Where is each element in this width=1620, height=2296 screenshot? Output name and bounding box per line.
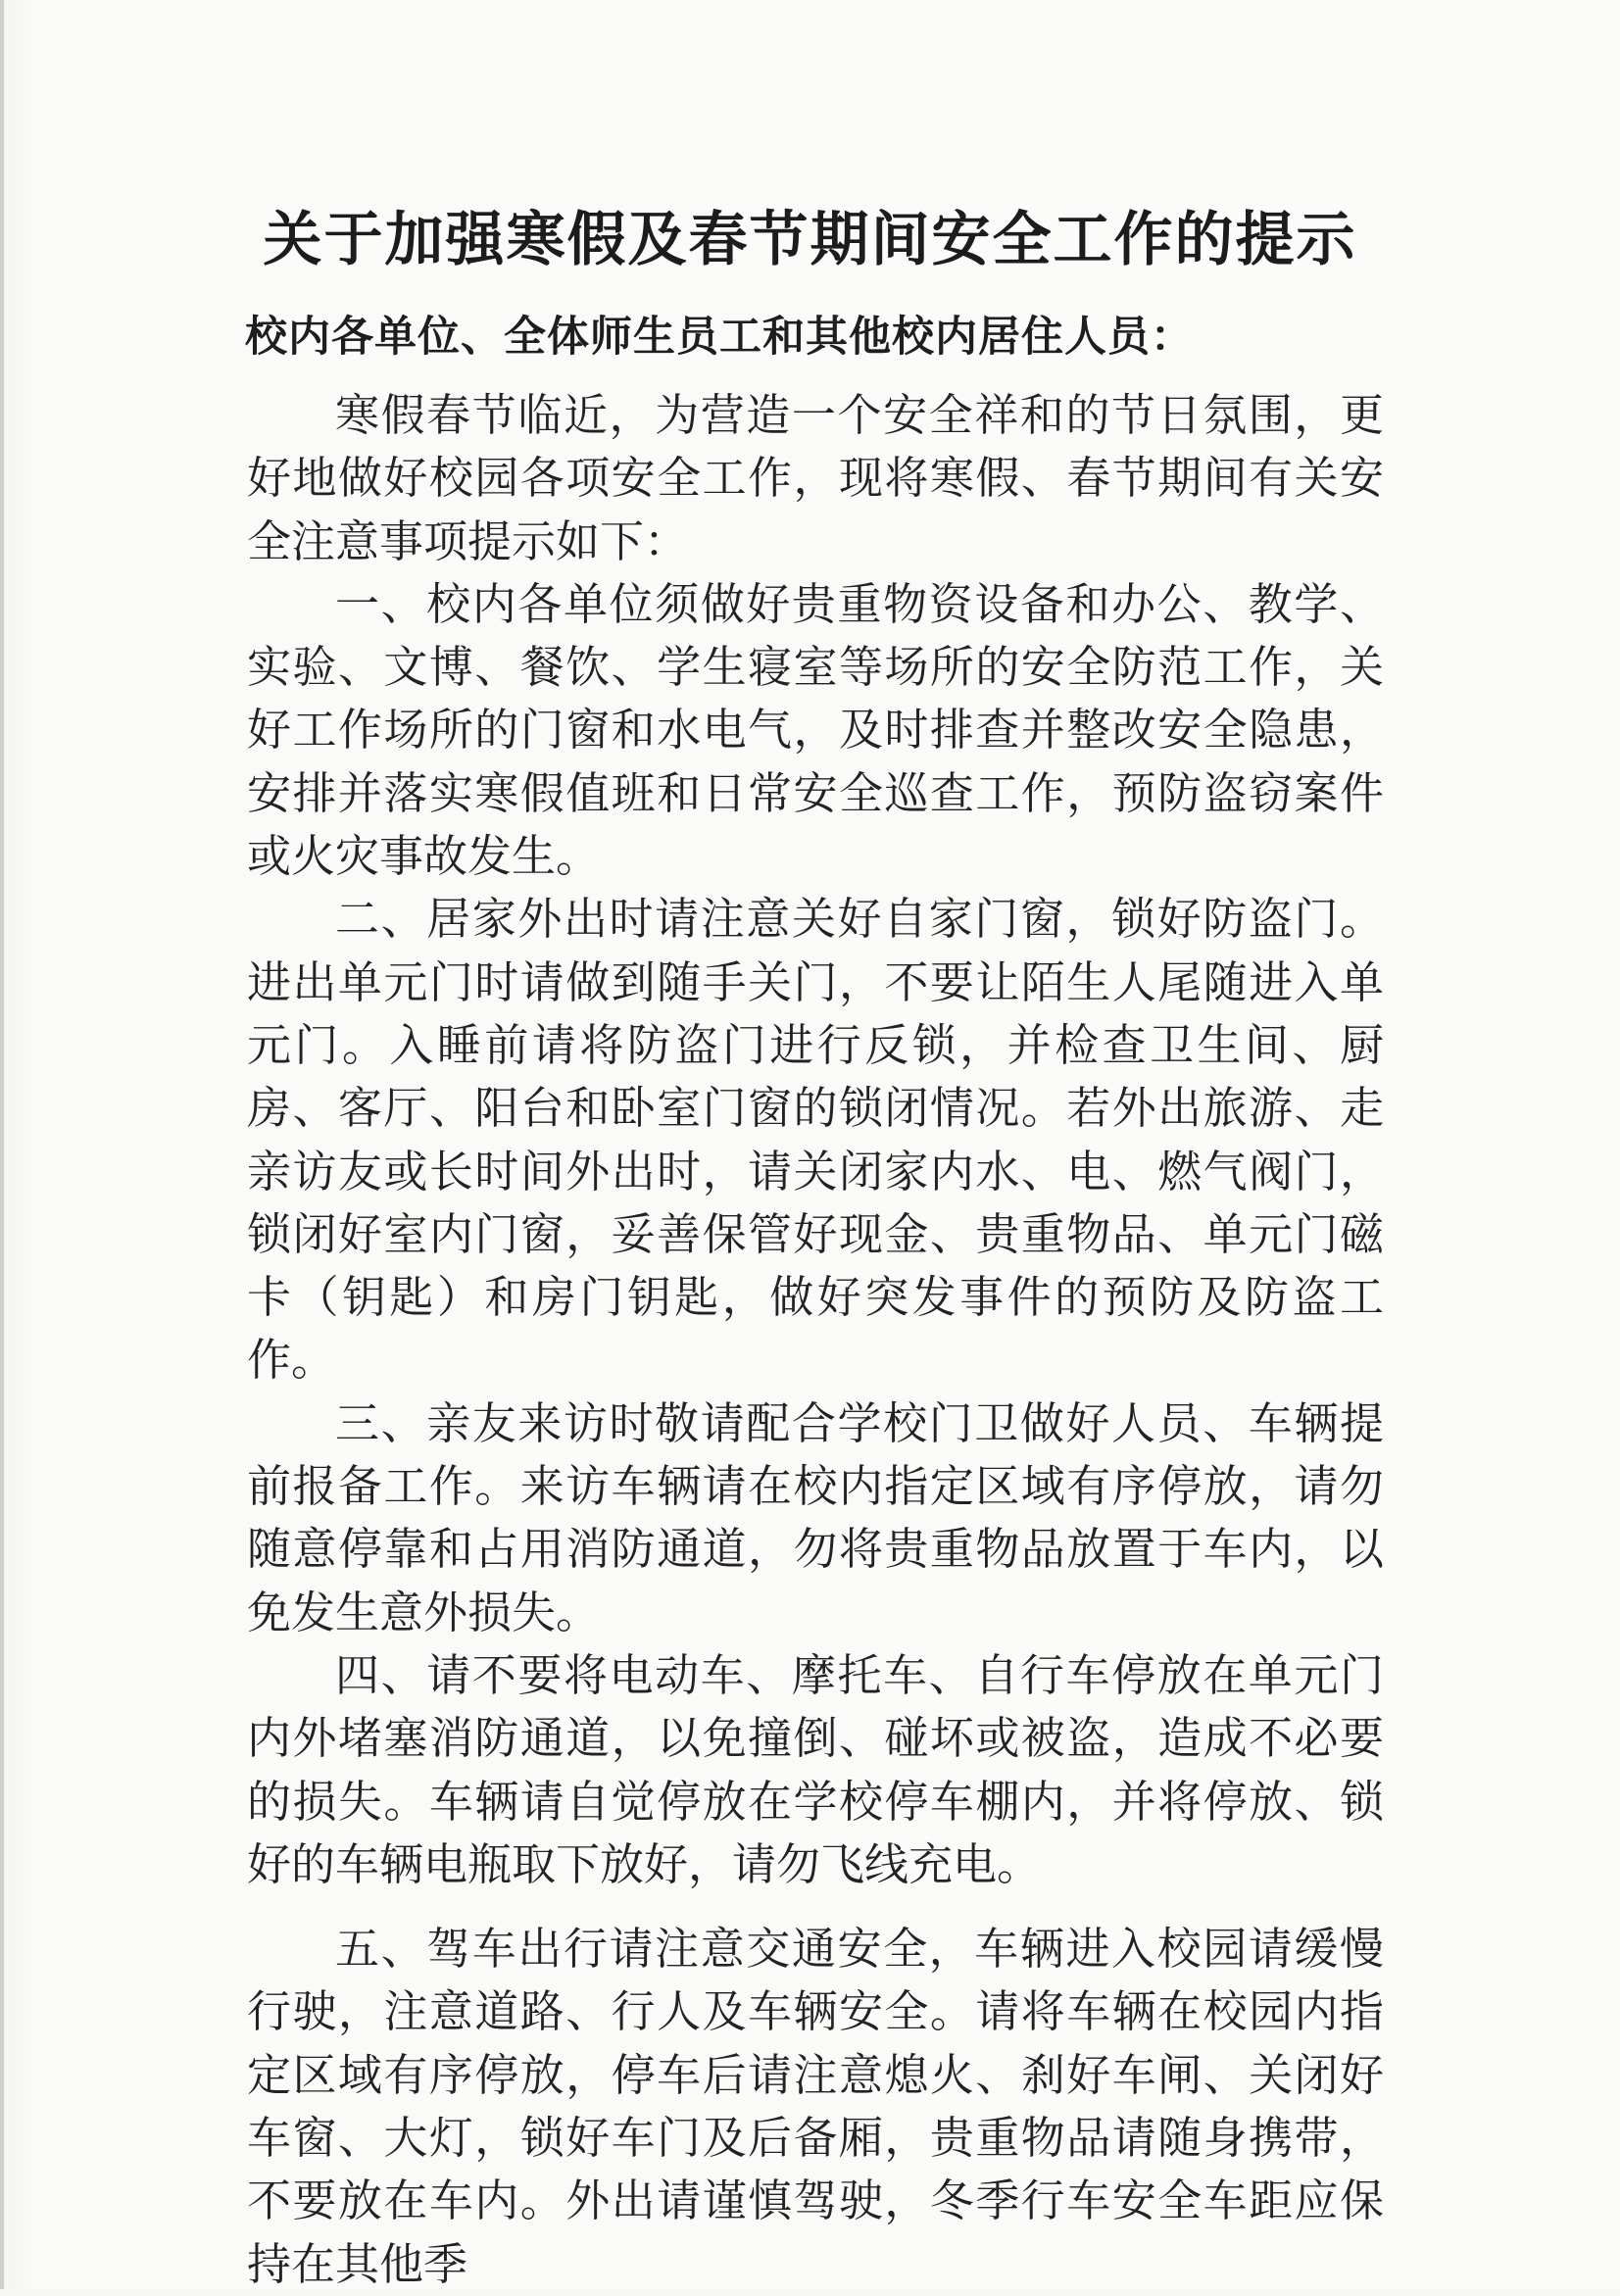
paragraph-item-4: 四、请不要将电动车、摩托车、自行车停放在单元门内外堵塞消防通道，以免撞倒、碰坏或被盗，造成不必要的损失。车辆请自觉停放在学校停车棚内，并将停放、锁好的车辆电瓶取下放好，请勿飞线充电。	[247, 1648, 1384, 1890]
paragraph-intro: 寒假春节临近，为营造一个安全祥和的节日氛围，更好地做好校园各项安全工作，现将寒假、春节期间有关安全注意事项提示如下：	[247, 389, 1384, 567]
paragraph-item-2: 二、居家外出时请注意关好自家门窗，锁好防盗门。进出单元门时请做到随手关门，不要让陌生人尾随进入单元门。入睡前请将防盗门进行反锁，并检查卫生间、厨房、客厅、阳台和卧室门窗的锁闭情况。若外出旅游、走亲访友或长时间外出时，请关闭家内水、电、燃气阀门，锁闭好室内门窗，妥善保管好现金、贵重物品、单元门磁卡（钥匙）和房门钥匙，做好突发事件的预防及防盗工作。	[247, 893, 1384, 1387]
salutation: 校内各单位、全体师生员工和其他校内居住人员：	[245, 313, 1194, 362]
paragraph-item-5: 五、驾车出行请注意交通安全，车辆进入校园请缓慢行驶，注意道路、行人及车辆安全。请将车辆在校园内指定区域有序停放，停车后请注意熄火、刹好车闸、关闭好车窗、大灯，锁好车门及后备厢，贵重物品请随身携带，不要放在车内。外出请谨慎驾驶，冬季行车安全车距应保持在其他季	[247, 1923, 1384, 2290]
scan-edge	[0, 0, 4, 2289]
paragraph-item-1: 一、校内各单位须做好贵重物资设备和办公、教学、实验、文博、餐饮、学生寝室等场所的安全防范工作，关好工作场所的门窗和水电气，及时排查并整改安全隐患，安排并落实寒假值班和日常安全巡查工作，预防盗窃案件或火灾事故发生。	[247, 577, 1384, 883]
document-body	[247, 384, 1384, 2296]
paragraph-item-3: 三、亲友来访时敬请配合学校门卫做好人员、车辆提前报备工作。来访车辆请在校内指定区域有序停放，请勿随意停靠和占用消防通道，勿将贵重物品放置于车内，以免发生意外损失。	[247, 1396, 1384, 1638]
document-title: 关于加强寒假及春节期间安全工作的提示	[263, 206, 1357, 274]
